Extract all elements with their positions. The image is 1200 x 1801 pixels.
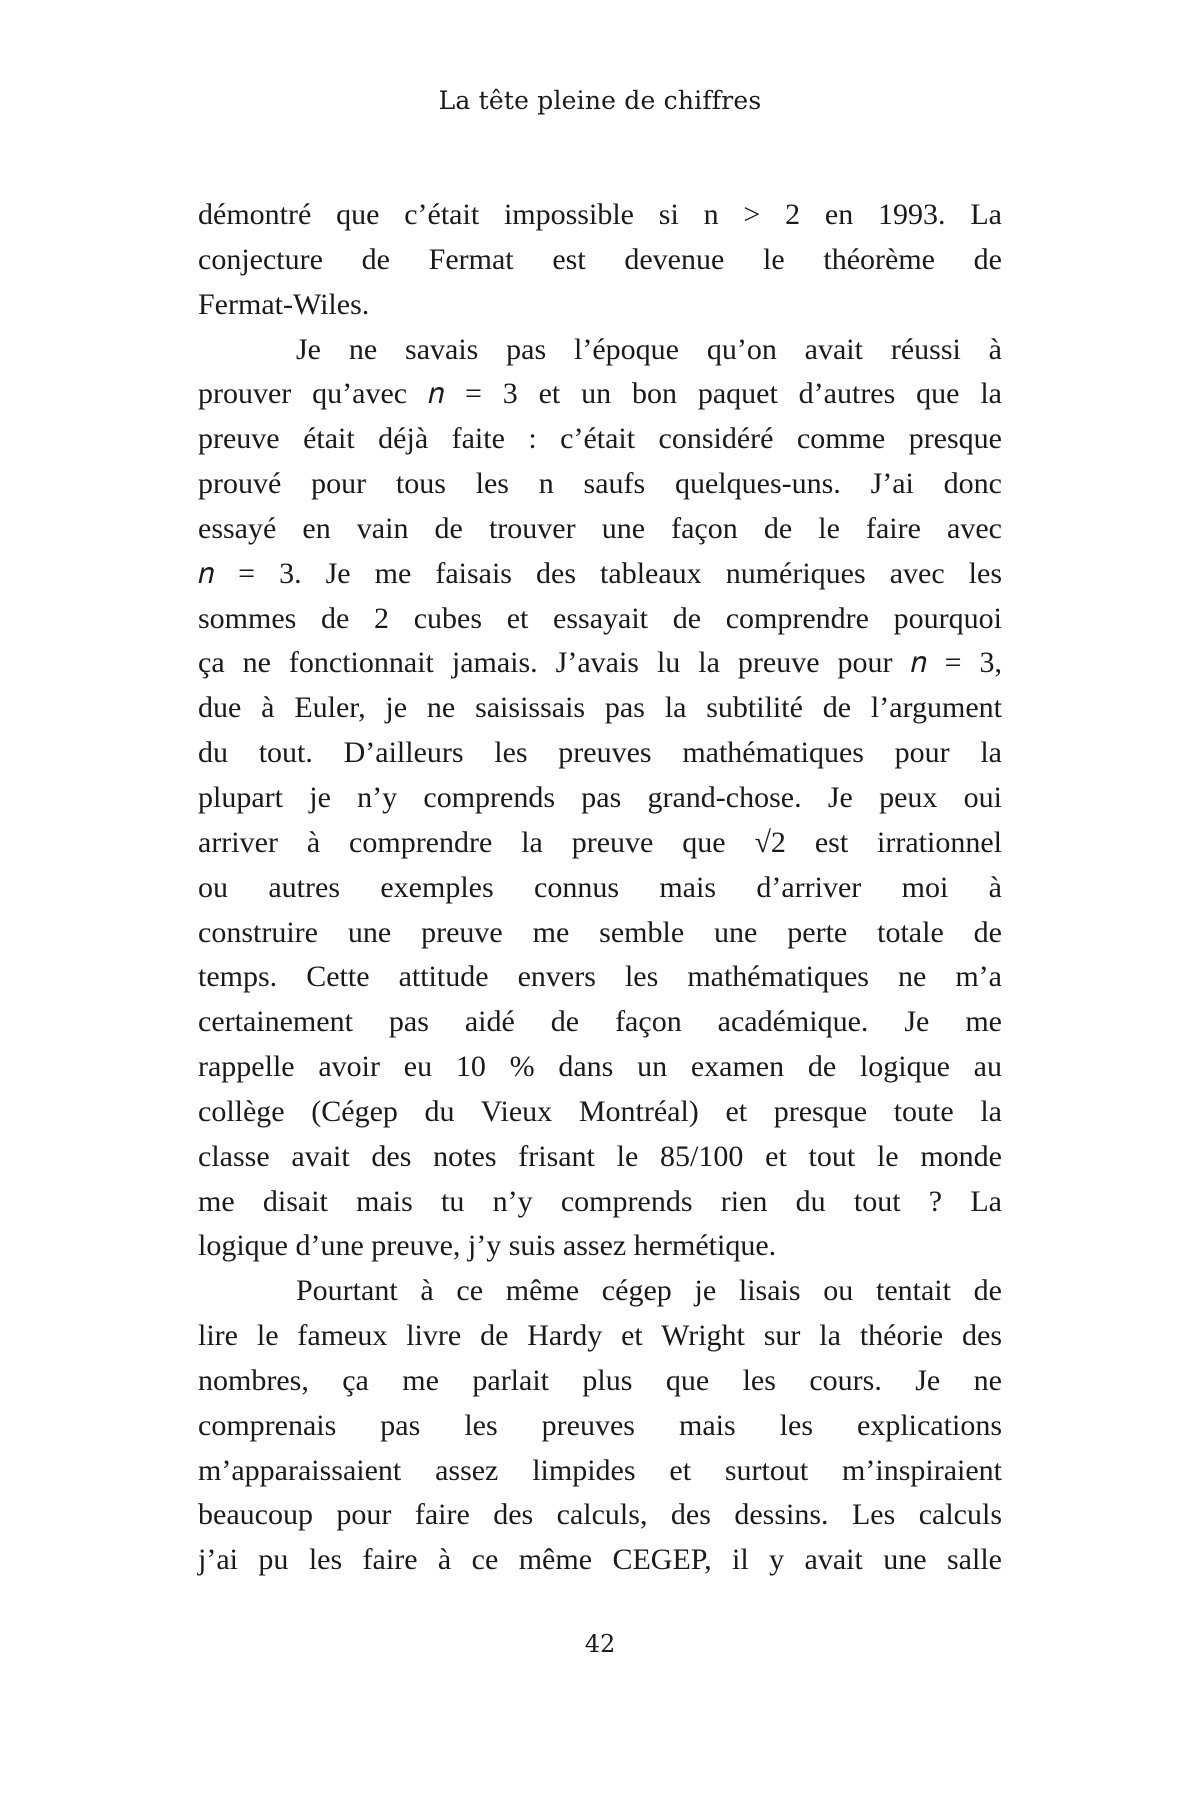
paragraph-1: [198, 193, 1002, 328]
text-line: collège (Cégep du Vieux Montréal) et presque toute la: [198, 1094, 1002, 1128]
text-line: certainement pas aidé de façon académique. Je me: [198, 1005, 1002, 1039]
text-line: me disait mais tu n’y comprends rien du tout ? La: [198, 1184, 1002, 1218]
text-line: j’ai pu les faire à ce même CEGEP, il y avait une salle: [198, 1543, 1002, 1577]
text-line: ça ne fonctionnait jamais. J’avais lu la preuve pour 𝑛 = 3,: [198, 646, 1002, 680]
paragraph-2: [198, 328, 1002, 1270]
text-line: essayé en vain de trouver une façon de le faire avec: [198, 511, 1002, 545]
text-line: arriver à comprendre la preuve que √2 est irrationnel: [198, 825, 1002, 859]
text-line: lire le fameux livre de Hardy et Wright sur la théorie des: [198, 1319, 1002, 1353]
text-line: sommes de 2 cubes et essayait de comprendre pourquoi: [198, 601, 1002, 635]
text-line: 𝑛 = 3. Je me faisais des tableaux numériques avec les: [198, 556, 1002, 590]
text-line: nombres, ça me parlait plus que les cours. Je ne: [198, 1363, 1002, 1397]
text-line: m’apparaissaient assez limpides et surtout m’inspiraient: [198, 1453, 1002, 1487]
text-line: temps. Cette attitude envers les mathématiques ne m’a: [198, 960, 1002, 994]
text-line: conjecture de Fermat est devenue le théorème de: [198, 242, 1002, 276]
page-number: 42: [584, 1630, 616, 1658]
text-line: du tout. D’ailleurs les preuves mathématiques pour la: [198, 736, 1002, 770]
text-line: Pourtant à ce même cégep je lisais ou tentait de: [296, 1274, 1002, 1308]
running-header: La tête pleine de chiffres: [438, 86, 762, 115]
text-line: ou autres exemples connus mais d’arriver moi à: [198, 870, 1002, 904]
text-line: prouvé pour tous les n saufs quelques-uns. J’ai donc: [198, 467, 1002, 501]
text-line: rappelle avoir eu 10 % dans un examen de logique au: [198, 1050, 1002, 1084]
text-line: classe avait des notes frisant le 85/100 et tout le monde: [198, 1139, 1002, 1173]
body-text: [198, 193, 1002, 1583]
text-line: démontré que c’était impossible si n > 2 en 1993. La: [198, 198, 1002, 231]
text-line: logique d’une preuve, j’y suis assez hermétique.: [198, 1229, 777, 1263]
text-line: plupart je n’y comprends pas grand-chose. Je peux oui: [198, 780, 1002, 814]
text-line: due à Euler, je ne saisissais pas la subtilité de l’argument: [198, 691, 1002, 725]
text-line: prouver qu’avec 𝑛 = 3 et un bon paquet d’autres que la: [198, 377, 1002, 411]
text-line: construire une preuve me semble une perte totale de: [198, 915, 1002, 949]
paragraph-3: [198, 1269, 1002, 1583]
text-line: Je ne savais pas l’époque qu’on avait réussi à: [296, 332, 1002, 366]
text-line: comprenais pas les preuves mais les explications: [198, 1408, 1002, 1442]
text-line: Fermat-Wiles.: [198, 287, 370, 321]
text-line: preuve était déjà faite : c’était considéré comme presque: [198, 422, 1002, 456]
text-line: beaucoup pour faire des calculs, des dessins. Les calculs: [198, 1498, 1002, 1532]
